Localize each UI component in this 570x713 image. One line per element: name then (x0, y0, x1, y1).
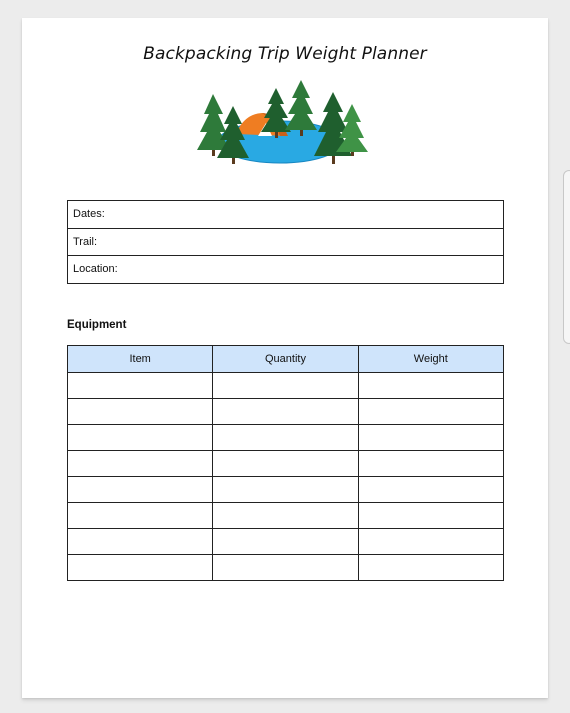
table-row (68, 256, 504, 284)
quantity-cell[interactable] (213, 425, 358, 451)
item-cell[interactable] (68, 399, 213, 425)
table-row (68, 228, 504, 256)
scroll-handle[interactable] (563, 170, 570, 344)
table-header-row (68, 346, 504, 373)
table-row (68, 373, 504, 399)
weight-cell[interactable] (358, 477, 503, 503)
item-cell[interactable] (68, 555, 213, 581)
table-row (68, 425, 504, 451)
table-row (68, 503, 504, 529)
item-cell[interactable] (68, 503, 213, 529)
weight-cell[interactable] (358, 373, 503, 399)
document-page (22, 18, 548, 698)
weight-cell[interactable] (358, 425, 503, 451)
item-cell[interactable] (68, 451, 213, 477)
column-header-weight: Weight (358, 346, 503, 373)
weight-cell[interactable] (358, 529, 503, 555)
trip-trail-field[interactable]: Trail: (68, 228, 504, 256)
equipment-heading: Equipment (67, 319, 127, 331)
weight-cell[interactable] (358, 555, 503, 581)
tree-icon (285, 80, 317, 136)
table-row (68, 399, 504, 425)
tree-icon (261, 88, 291, 138)
item-cell[interactable] (68, 477, 213, 503)
trip-dates-field[interactable]: Dates: (68, 201, 504, 229)
quantity-cell[interactable] (213, 451, 358, 477)
table-row (68, 451, 504, 477)
column-header-quantity: Quantity (213, 346, 358, 373)
item-cell[interactable] (68, 425, 213, 451)
quantity-cell[interactable] (213, 503, 358, 529)
column-header-item: Item (68, 346, 213, 373)
table-row (68, 477, 504, 503)
weight-cell[interactable] (358, 451, 503, 477)
equipment-table (67, 345, 504, 581)
weight-cell[interactable] (358, 503, 503, 529)
quantity-cell[interactable] (213, 529, 358, 555)
trip-info-table (67, 200, 504, 284)
quantity-cell[interactable] (213, 399, 358, 425)
trip-location-field[interactable]: Location: (68, 256, 504, 284)
table-row (68, 555, 504, 581)
quantity-cell[interactable] (213, 373, 358, 399)
table-row (68, 201, 504, 229)
table-row (68, 529, 504, 555)
weight-cell[interactable] (358, 399, 503, 425)
campsite-lake-icon (196, 66, 368, 168)
quantity-cell[interactable] (213, 555, 358, 581)
quantity-cell[interactable] (213, 477, 358, 503)
item-cell[interactable] (68, 529, 213, 555)
item-cell[interactable] (68, 373, 213, 399)
page-title: Backpacking Trip Weight Planner (143, 44, 427, 64)
